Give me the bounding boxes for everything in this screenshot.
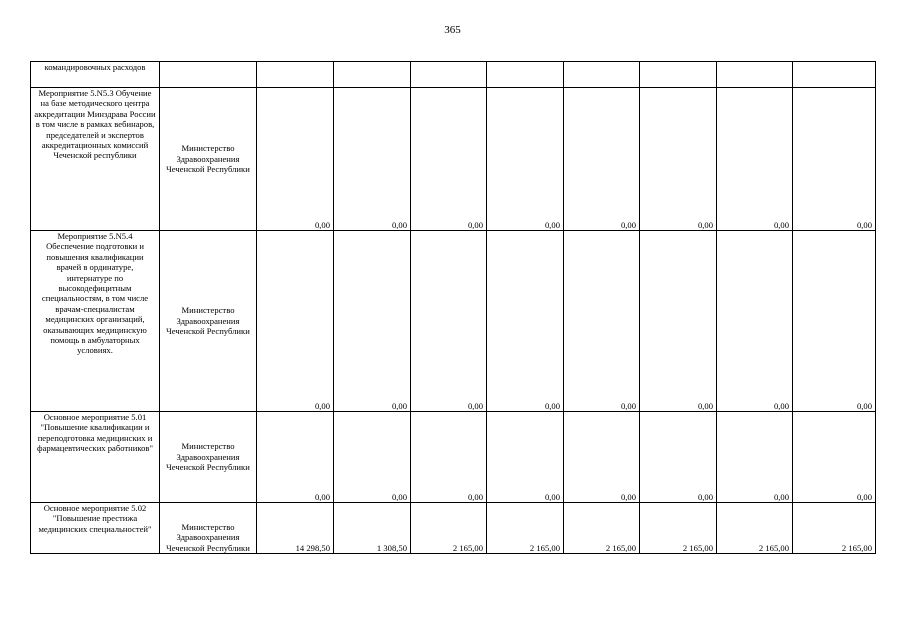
executor-cell: Министерство Здравоохранения Чеченской Республики	[160, 88, 257, 231]
value-cell: 2 165,00	[793, 503, 876, 554]
table-row	[31, 62, 876, 88]
value-cell: 0,00	[411, 231, 487, 412]
executor-cell: Министерство Здравоохранения Чеченской Республики	[160, 503, 257, 554]
value-cell: 0,00	[411, 88, 487, 231]
measure-name: Мероприятие 5.N5.3 Обучение на базе методического центра аккредитации Минздрава России в том числе в рамках вебинаров, председателей и экспертов аккредитационных комиссий Чеченской республики	[31, 88, 160, 231]
value-cell	[640, 62, 717, 88]
value-cell: 2 165,00	[487, 503, 564, 554]
value-cell: 0,00	[411, 412, 487, 503]
value-cell	[487, 62, 564, 88]
value-cell: 0,00	[640, 412, 717, 503]
value-cell: 0,00	[334, 412, 411, 503]
value-cell: 0,00	[257, 88, 334, 231]
value-cell: 0,00	[487, 412, 564, 503]
value-cell: 1 308,50	[334, 503, 411, 554]
value-cell: 0,00	[793, 231, 876, 412]
value-cell	[564, 62, 640, 88]
budget-table	[30, 61, 876, 554]
value-cell	[717, 62, 793, 88]
measure-name: Мероприятие 5.N5.4 Обеспечение подготовки и повышения квалификации врачей в ординатуре, интернатуре по высокодефицитным специальностям, в том числе врачам-специалистам медицинских организаций, оказывающих медицинскую помощь в амбулаторных условиях.	[31, 231, 160, 412]
value-cell	[257, 62, 334, 88]
value-cell	[793, 62, 876, 88]
value-cell: 0,00	[334, 88, 411, 231]
value-cell: 0,00	[793, 88, 876, 231]
value-cell: 2 165,00	[411, 503, 487, 554]
value-cell: 0,00	[640, 231, 717, 412]
table-row	[31, 412, 876, 503]
value-cell: 0,00	[334, 231, 411, 412]
table-row	[31, 88, 876, 231]
value-cell	[334, 62, 411, 88]
executor-cell	[160, 62, 257, 88]
value-cell: 0,00	[793, 412, 876, 503]
value-cell: 0,00	[564, 231, 640, 412]
value-cell: 0,00	[717, 231, 793, 412]
value-cell: 0,00	[717, 88, 793, 231]
value-cell: 0,00	[487, 231, 564, 412]
value-cell: 2 165,00	[564, 503, 640, 554]
executor-cell: Министерство Здравоохранения Чеченской Республики	[160, 412, 257, 503]
measure-name: Основное мероприятие 5.01 "Повышение квалификации и переподготовка медицинских и фармацевтических работников"	[31, 412, 160, 503]
value-cell: 2 165,00	[640, 503, 717, 554]
measure-name: командировочных расходов	[31, 62, 160, 88]
table-row	[31, 503, 876, 554]
page-number: 365	[444, 24, 461, 36]
executor-cell: Министерство Здравоохранения Чеченской Республики	[160, 231, 257, 412]
value-cell	[411, 62, 487, 88]
value-cell: 0,00	[640, 88, 717, 231]
value-cell: 0,00	[717, 412, 793, 503]
value-cell: 0,00	[564, 88, 640, 231]
table-row	[31, 231, 876, 412]
measure-name: Основное мероприятие 5.02 "Повышение престижа медицинских специальностей"	[31, 503, 160, 554]
value-cell: 0,00	[257, 231, 334, 412]
value-cell: 14 298,50	[257, 503, 334, 554]
value-cell: 0,00	[257, 412, 334, 503]
value-cell: 0,00	[564, 412, 640, 503]
value-cell: 0,00	[487, 88, 564, 231]
value-cell: 2 165,00	[717, 503, 793, 554]
